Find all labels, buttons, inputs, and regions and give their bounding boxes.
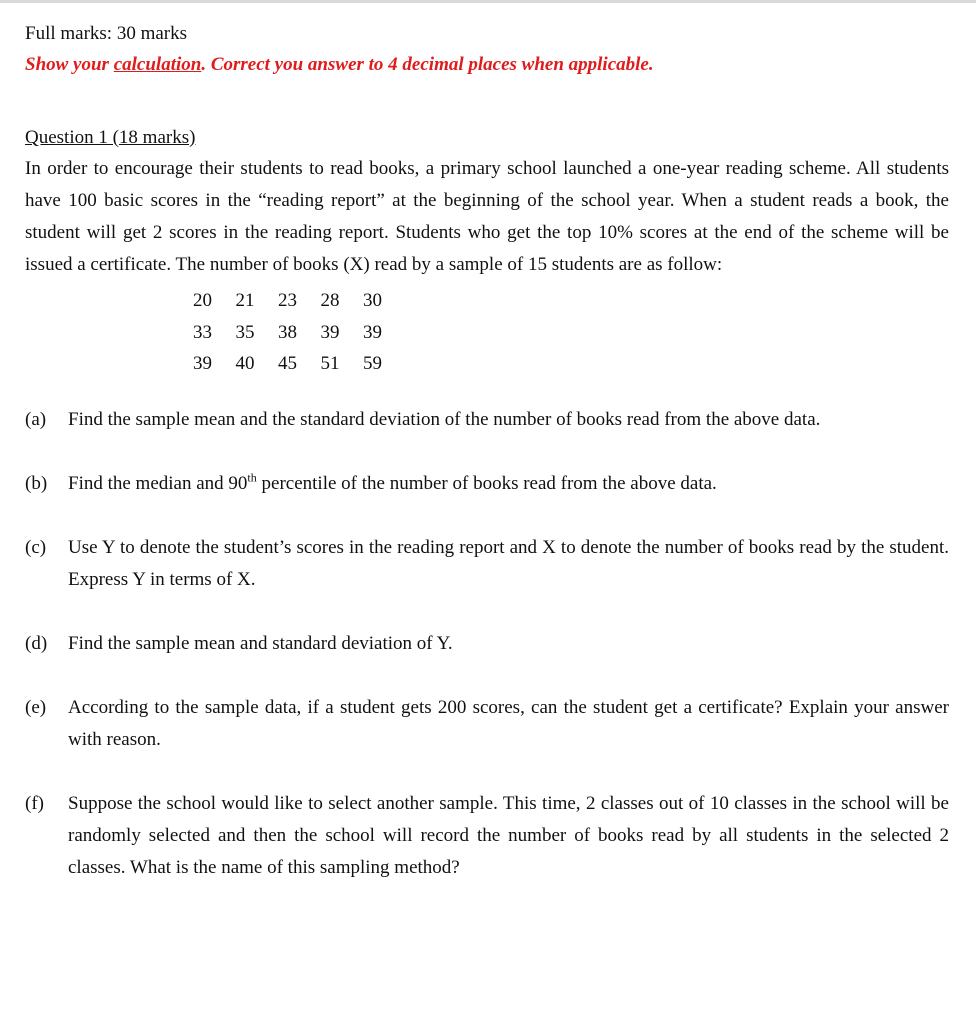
data-cell: 20	[193, 290, 212, 311]
data-cell: 40	[235, 353, 255, 374]
question-intro: In order to encourage their students to read books, a primary school launched a one-year reading scheme. All students have 100 basic scores in the “reading report” at the beginning of the school year. When a student reads a book, the student will get 2 scores in the reading report. Students who get the top 10% scores at the end of the scheme will be issued a certificate. The number of books (X) read by a sample of 15 students are as follow:	[25, 158, 949, 275]
part-c	[25, 532, 949, 596]
part-d	[25, 628, 949, 660]
question-heading: Question 1 (18 marks)	[25, 127, 196, 148]
part-label: (d)	[25, 632, 48, 654]
part-b	[25, 468, 949, 500]
part-text: According to the sample data, if a student gets 200 scores, can the student get a certificate? Explain your answer with reason.	[68, 696, 949, 750]
part-text	[68, 468, 949, 500]
part-f	[25, 788, 949, 884]
instruction-post: . Correct you answer to 4 decimal places when applicable.	[201, 54, 654, 75]
data-cell: 59	[363, 353, 382, 374]
instruction	[25, 49, 949, 80]
data-cell: 23	[278, 290, 297, 311]
part-text: Use Y to denote the student’s scores in the reading report and X to denote the number of books read by the student. Express Y in terms of X.	[68, 536, 949, 590]
part-label: (f)	[25, 792, 44, 814]
instruction-underlined: calculation	[113, 54, 202, 75]
part-text: Suppose the school would like to select another sample. This time, 2 classes out of 10 classes in the school will be randomly selected and then the school will record the number of books read by all students in the selected 2 classes. What is the name of this sampling method?	[68, 792, 949, 878]
instruction-pre: Show your	[25, 54, 114, 75]
data-cell: 28	[320, 290, 340, 311]
document-page	[25, 18, 949, 916]
data-cell: 33	[193, 321, 212, 343]
part-label: (b)	[25, 472, 48, 494]
part-label: (e)	[25, 696, 47, 718]
data-cell: 35	[235, 321, 255, 343]
part-label: (c)	[25, 536, 47, 558]
data-cell: 39	[193, 353, 212, 374]
data-row	[193, 285, 949, 317]
data-cell: 51	[320, 353, 340, 374]
full-marks: Full marks: 30 marks	[25, 23, 188, 44]
data-cell: 39	[363, 321, 382, 343]
data-cell: 30	[363, 290, 382, 311]
question-parts	[25, 404, 949, 884]
data-row	[193, 348, 949, 380]
part-label: (a)	[25, 408, 47, 430]
part-text: Find the sample mean and standard deviation of Y.	[68, 632, 453, 654]
data-cell: 38	[278, 321, 297, 343]
data-row	[193, 317, 949, 349]
data-cell: 45	[278, 353, 297, 374]
superscript: th	[247, 470, 257, 485]
top-border	[0, 0, 976, 3]
data-cell: 39	[320, 321, 340, 343]
data-cell: 21	[235, 290, 255, 311]
part-text-pre: Find the median and 90	[68, 472, 248, 494]
data-table	[193, 285, 949, 380]
part-text: Find the sample mean and the standard deviation of the number of books read from the above data.	[68, 408, 821, 430]
part-e	[25, 692, 949, 756]
part-text-post: percentile of the number of books read from the above data.	[256, 472, 717, 494]
part-a	[25, 404, 949, 436]
